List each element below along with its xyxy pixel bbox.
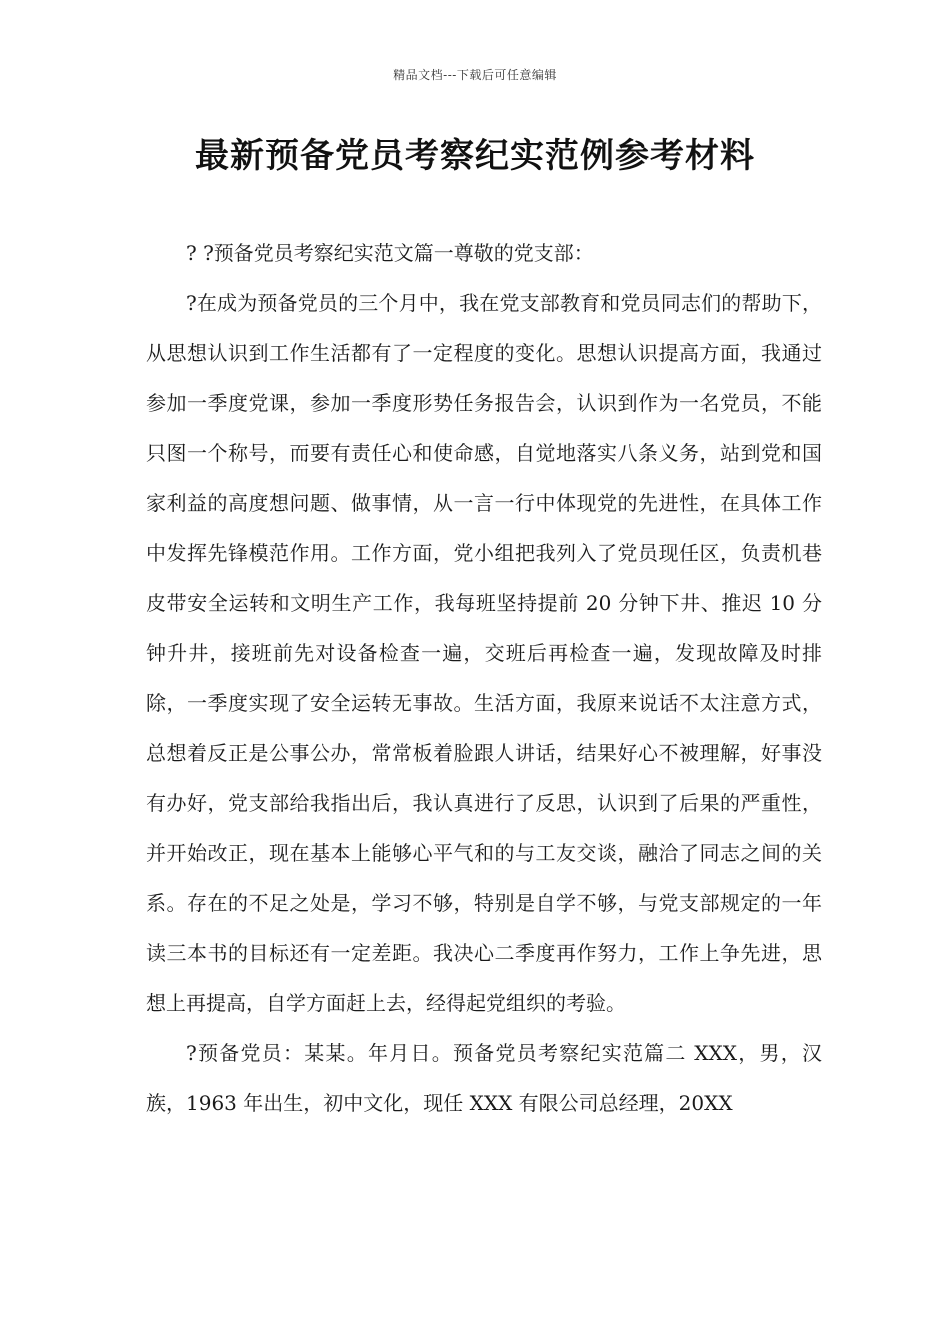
paragraph-second-article: ?预备党员：某某。年月日。预备党员考察纪实范篇二 XXX，男，汉族，1963 年出生，初中文化，现任 XXX 有限公司总经理，20XX (146, 1041, 822, 1115)
header-note: 精品文档---下载后可任意编辑 (393, 68, 557, 82)
paragraph-greeting: ? ?预备党员考察纪实范文篇一尊敬的党支部： (186, 241, 594, 265)
paragraph-report: ?在成为预备党员的三个月中，我在党支部教育和党员同志们的帮助下，从思想认识到工作生活都有了一定程度的变化。思想认识提高方面，我通过参加一季度党课，参加一季度形势任务报告会，认识到作为一名党员，不能只图一个称号，而要有责任心和使命感，自觉地落实八条义务，站到党和国家利益的高度想问题、做事情，从一言一行中体现党的先进性，在具体工作中发挥先锋模范作用。工作方面，党小组把我列入了党员现任区，负责机巷皮带安全运转和文明生产工作，我每班坚持提前 20 分钟下井、推迟 10 分钟升井，接班前先对设备检查一遍，交班后再检查一遍，发现故障及时排除，一季度实现了安全运转无事故。生活方面，我原来说话不太注意方式，总想着反正是公事公办，常常板着脸跟人讲话，结果好心不被理解，好事没有办好，党支部给我指出后，我认真进行了反思，认识到了后果的严重性，并开始改正，现在基本上能够心平气和的与工友交谈，融洽了同志之间的关系。存在的不足之处是，学习不够，特别是自学不够，与党支部规定的一年读三本书的目标还有一定差距。我决心二季度再作努力，工作上争先进，思想上再提高，自学方面赶上去，经得起党组织的考验。 (146, 291, 822, 1015)
document-title: 最新预备党员考察纪实范例参考材料 (195, 136, 755, 176)
document-body (146, 228, 822, 1128)
